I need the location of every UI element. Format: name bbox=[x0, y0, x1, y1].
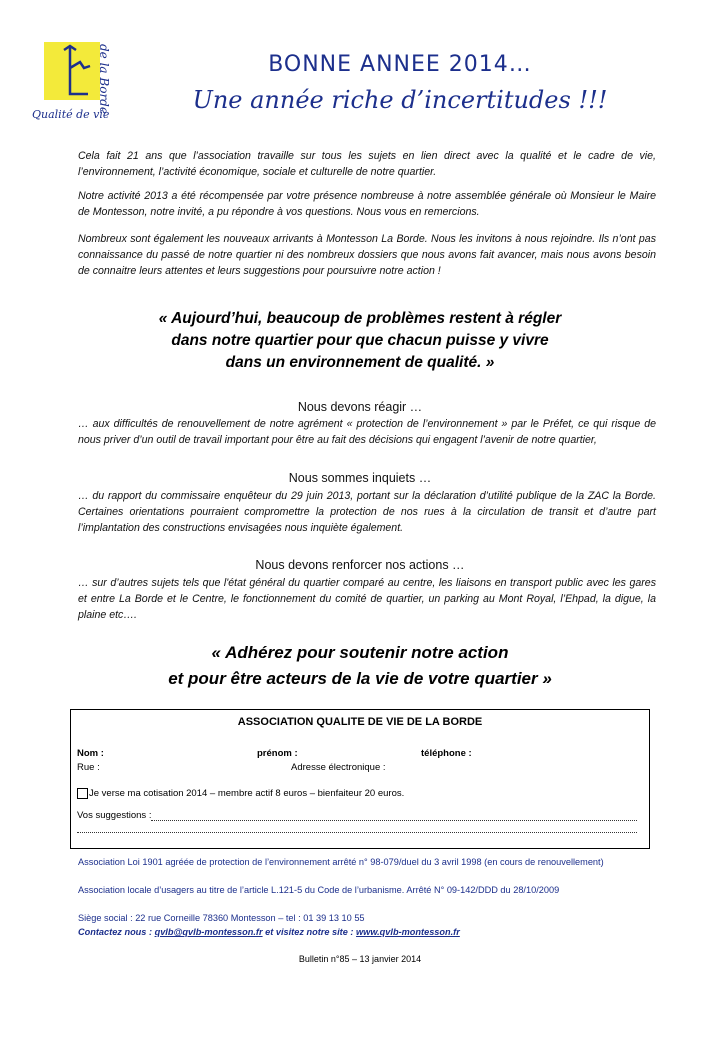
nom-label: Nom : bbox=[77, 748, 104, 759]
logo-yellow-square bbox=[44, 42, 100, 100]
quote1-line2: dans notre quartier pour que chacun puisse y vivre bbox=[171, 332, 549, 349]
association-logo bbox=[30, 38, 142, 130]
footer-agreement: Association Loi 1901 agréée de protection de l’environnement arrêté n° 98-079/duel du 3 avril 1998 (en cours de renouvellement) bbox=[78, 857, 604, 867]
page-subtitle: Une année riche d’incertitudes !!! bbox=[192, 86, 608, 114]
form-title: ASSOCIATION QUALITE DE VIE DE LA BORDE bbox=[237, 716, 483, 728]
page-title: BONNE ANNEE 2014… bbox=[268, 52, 532, 77]
rue-label: Rue : bbox=[77, 762, 100, 773]
quote-block-1 bbox=[60, 308, 660, 374]
cotisation-label: Je verse ma cotisation 2014 – membre actif 8 euros – bienfaiteur 20 euros. bbox=[89, 788, 405, 799]
membership-form bbox=[70, 709, 650, 849]
section-text-react: … aux difficultés de renouvellement de notre agrément « protection de l’environnement » par le Préfet, ce qui risque de nous priver d’un outil de travail important pour être au fait des décisions qui engagent l’avenir de notre quartier, bbox=[78, 418, 656, 446]
email-label: Adresse électronique : bbox=[291, 762, 386, 773]
quote2-line1: « Adhérez pour soutenir notre action bbox=[211, 643, 509, 662]
suggestions-input-line-1[interactable] bbox=[151, 820, 637, 821]
section-heading-reinforce: Nous devons renforcer nos actions … bbox=[255, 558, 465, 572]
site-label: et visitez notre site : bbox=[265, 927, 354, 937]
contact-email-link[interactable]: qvlb@qvlb-montesson.fr bbox=[154, 927, 263, 937]
prenom-label: prénom : bbox=[257, 748, 298, 759]
logo-horizontal-text: Qualité de vie bbox=[32, 108, 110, 121]
section-text-worried: … du rapport du commissaire enquêteur du 29 juin 2013, portant sur la déclaration d’utilité publique de la ZAC la Borde. Certaines orientations pourraient compromettre la protection de nos rues à la circulation de transit et d’autre part l’implantation des constructions envisagées nous inquiète également. bbox=[78, 490, 656, 534]
section-text-reinforce: … sur d’autres sujets tels que l'état général du quartier comparé au centre, les liaisons en transport public avec les gares et entre La Borde et le Centre, le fonctionnement du comité de quartier, un parking au Mont Royal, l’Ehpad, la digue, la plaine etc…. bbox=[78, 577, 656, 621]
footer-contact bbox=[78, 926, 656, 939]
website-link[interactable]: www.qvlb-montesson.fr bbox=[356, 927, 460, 937]
cotisation-checkbox[interactable] bbox=[77, 788, 88, 799]
logo-vertical-text: de la Borde bbox=[97, 44, 111, 114]
footer-address: Siège social : 22 rue Corneille 78360 Montesson – tel : 01 39 13 10 55 bbox=[78, 913, 365, 923]
footer-urbanisme: Association locale d’usagers au titre de l’article L.121-5 du Code de l’urbanisme. Arrêté N° 09-142/DDD du 28/10/2009 bbox=[78, 885, 560, 895]
quote-block-2 bbox=[60, 640, 660, 692]
intro-paragraph-1: Cela fait 21 ans que l’association travaille sur tous les sujets en lien direct avec la qualité et le cadre de vie, l’environnement, l’activité économique, sociale et culturelle de notre quartier. bbox=[78, 150, 656, 178]
section-heading-worried: Nous sommes inquiets … bbox=[288, 471, 432, 485]
bulletin-number: Bulletin n°85 – 13 janvier 2014 bbox=[298, 954, 422, 964]
telephone-label: téléphone : bbox=[421, 748, 472, 759]
contact-label: Contactez nous : bbox=[78, 927, 153, 937]
intro-paragraph-3: Nombreux sont également les nouveaux arrivants à Montesson La Borde. Nous les invitons à nous rejoindre. Ils n’ont pas connaissance du passé de notre quartier ni des nombreux dossiers que nous avons fait avancer, mais nous avons besoin de connaitre leurs attentes et leurs suggestions pour poursuivre notre action ! bbox=[78, 233, 656, 277]
suggestions-label: Vos suggestions : bbox=[77, 810, 152, 821]
suggestions-input-line-2[interactable] bbox=[77, 832, 637, 833]
quote1-line1: « Aujourd’hui, beaucoup de problèmes restent à régler bbox=[158, 310, 562, 327]
quote1-line3: dans un environnement de qualité. » bbox=[225, 354, 495, 371]
intro-paragraph-2: Notre activité 2013 a été récompensée par votre présence nombreuse à notre assemblée générale où Monsieur le Maire de Montesson, notre invité, a pu répondre à vos questions. Nous vous en remercions. bbox=[78, 190, 656, 218]
quote2-line2: et pour être acteurs de la vie de votre quartier » bbox=[168, 669, 552, 688]
section-heading-react: Nous devons réagir … bbox=[297, 400, 423, 414]
